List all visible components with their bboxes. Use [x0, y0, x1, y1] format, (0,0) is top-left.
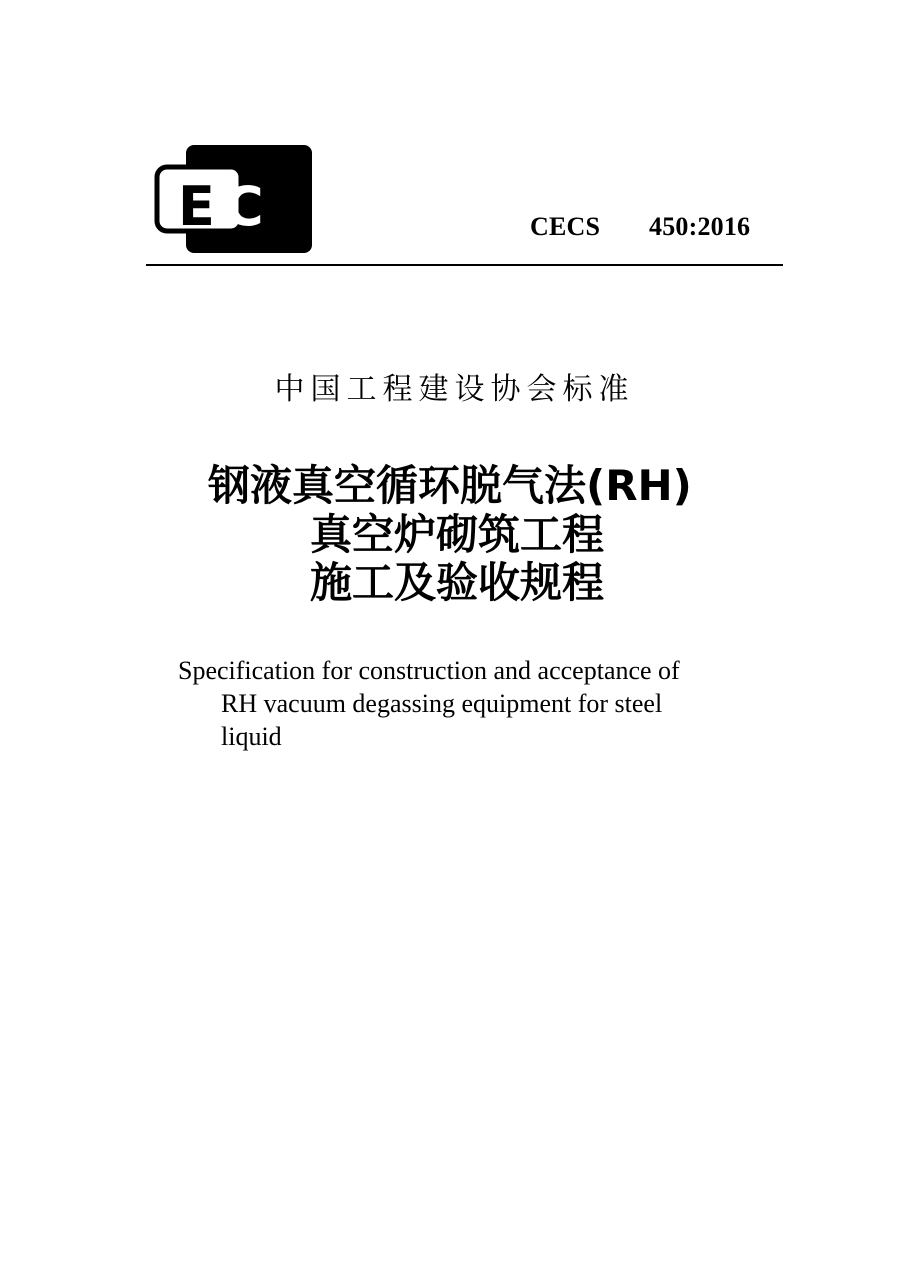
english-title-line-1: Specification for construction and acceptance of: [178, 656, 680, 685]
standard-number-value: 450:2016: [649, 212, 751, 241]
ecs-logo: [154, 145, 330, 255]
svg-text:S: S: [274, 175, 313, 238]
english-title-line-3: liquid: [221, 722, 282, 751]
svg-text:C: C: [224, 175, 264, 238]
main-title-line-1: 钢液真空循环脱气法(RH): [208, 461, 692, 510]
ecs-logo-graphic: [154, 145, 330, 255]
english-title: [178, 654, 718, 753]
header-divider: [146, 264, 783, 266]
main-title-line-2: 真空炉砌筑工程: [310, 510, 605, 559]
organization-title: 中国工程建设协会标准: [274, 372, 635, 407]
svg-text:E: E: [178, 175, 215, 238]
english-title-line-2: RH vacuum degassing equipment for steel: [221, 689, 663, 718]
standard-code: CECS: [530, 212, 601, 241]
main-title-line-3: 施工及验收规程: [310, 558, 605, 607]
standard-number: [530, 212, 750, 242]
